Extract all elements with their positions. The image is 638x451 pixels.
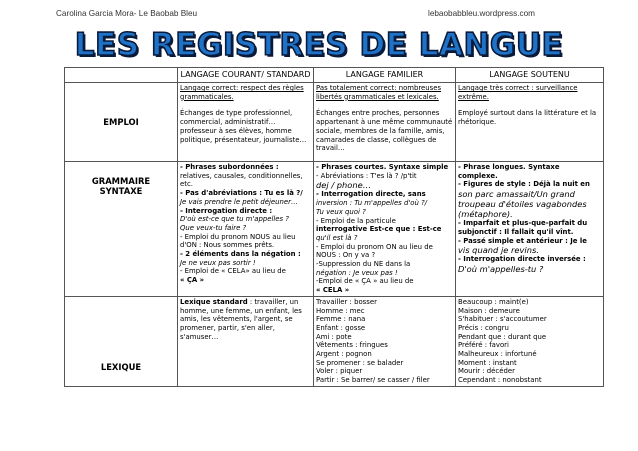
cell-lexique-courant [178, 296, 314, 386]
list-item: - 2 éléments dans la négation : [180, 250, 301, 259]
list-item: Maison : demeure [458, 306, 520, 315]
emploi-courant-lead: Langage correct [180, 84, 236, 92]
column-header-soutenu: LANGAGE SOUTENU [456, 68, 604, 83]
list-item: - Emploi de la particule [316, 216, 396, 225]
row-label-grammaire-2: SYNTAXE [99, 186, 143, 196]
table-row-emploi [65, 83, 604, 162]
list-item: Pendant que : durant que [458, 332, 547, 341]
list-item: - Imparfait et plus-que-parfait du [458, 219, 588, 228]
table-row-lexique [65, 296, 604, 386]
list-item: Tu veux quoi ? [316, 207, 366, 216]
list-item: Mourir : décéder [458, 367, 515, 376]
row-label-emploi [65, 83, 178, 162]
list-item: Je ne veux pas sortir ! [180, 258, 256, 267]
emploi-courant-lead-rest: : respect des règles grammaticales. [180, 84, 304, 101]
list-item: D'où est-ce que tu m'appelles ? [180, 215, 289, 224]
list-item: subjonctif : Il fallait qu'il vînt. [458, 227, 574, 236]
list-item: Voler : piquer [316, 367, 363, 376]
list-item: Que veux-tu faire ? [180, 223, 247, 232]
cell-emploi-soutenu [456, 83, 604, 162]
row-label-grammaire [65, 162, 178, 297]
list-item: négation : Je veux pas ! [316, 268, 398, 277]
emploi-courant-text: Échanges de type professionnel, commercial, administratif… professeur à ses élèves, homme politique, présentateur, journaliste… [180, 109, 307, 144]
list-item: Je vais prendre le petit déjeuner… [180, 197, 298, 206]
page-title: LES REGISTRES DE LANGUE [74, 27, 564, 63]
emploi-familier-lead: Pas totalement correct [316, 84, 395, 92]
table-row-grammaire [65, 162, 604, 297]
title-container [0, 28, 638, 62]
list-item: - Figures de style : Déjà la nuit en [458, 180, 590, 189]
registres-table [64, 67, 604, 387]
list-item: - Interrogation directe, sans [316, 190, 426, 199]
emploi-familier-lead-rest: : nombreuses libertés grammaticales et lexicales. [316, 84, 442, 101]
table-header-row [65, 68, 604, 83]
list-item: - Phrases courtes. Syntaxe simple [316, 163, 449, 171]
list-item: Moment : instant [458, 358, 517, 367]
list-item: -Suppression du NE dans la [316, 260, 411, 269]
cell-grammaire-familier [314, 162, 456, 297]
list-item: dej / phone… [316, 180, 372, 191]
list-item: inversion : Tu m'appelles d'où ?/ [316, 199, 427, 208]
column-header-courant: LANGAGE COURANT/ STANDARD [178, 68, 314, 83]
row-label-lexique [65, 296, 178, 386]
lexique-courant-text: : travailler, un homme, une femme, un enfant, les amis, les vêtements, l'argent, se promener, partir, s'en aller, s'amuser… [180, 297, 302, 341]
emploi-soutenu-text: Employé surtout dans la littérature et la rhétorique. [458, 109, 597, 127]
cell-emploi-courant [178, 83, 314, 162]
column-header-empty [65, 68, 178, 83]
list-item: Précis : congru [458, 323, 509, 332]
row-label-lexique-text: LEXIQUE [100, 361, 142, 372]
list-item: Travailler : bosser [316, 297, 377, 306]
lexique-courant-lead: Lexique standard [180, 297, 248, 306]
row-label-grammaire-1: GRAMMAIRE [91, 176, 151, 186]
emploi-familier-text: Échanges entre proches, personnes appartenant à une même communauté sociale, membres de la famille, amis, camarades de classe, collègues de travail… [316, 109, 453, 153]
list-item: Se promener : se balader [316, 358, 404, 367]
list-item: - Emploi du pronom ON au lieu de [316, 242, 433, 251]
list-item: Enfant : gosse [316, 323, 366, 332]
list-item: son parc amassait/Un grand [458, 189, 575, 200]
list-item: S'habituer : s'accoutumer [458, 315, 547, 324]
list-item: - Passé simple et antérieur : Je le [458, 236, 587, 245]
emploi-soutenu-lead-rest: : surveillance extrême. [458, 84, 578, 101]
list-item: vis quand je revins. [458, 245, 539, 256]
list-item: NOUS : On y va ? [316, 251, 376, 260]
list-item: Beaucoup : maint(e) [458, 297, 529, 306]
list-item: Vêtements : fringues [316, 341, 388, 350]
list-item: « ÇA » [180, 276, 205, 285]
list-item: - Emploi du pronom NOUS au lieu [180, 232, 296, 241]
cell-lexique-soutenu [456, 296, 604, 386]
list-item: (métaphore). [458, 209, 513, 220]
list-item: interrogative Est-ce que : Est-ce [316, 225, 442, 234]
list-item: Cependant : nonobstant [458, 376, 542, 385]
list-item: troupeau d'étoiles vagabondes [458, 199, 587, 210]
list-item: Homme : mec [316, 306, 365, 315]
list-item: - Emploi de « CELA» au lieu de [180, 267, 286, 276]
list-item: Malheureux : infortuné [458, 350, 537, 359]
emploi-soutenu-lead: Langage très correct [458, 84, 530, 92]
list-item: - Phrases subordonnées : [180, 163, 279, 171]
list-item: qu'il est là ? [316, 233, 358, 242]
cell-emploi-familier [314, 83, 456, 162]
list-item: -Emploi de « ÇA » au lieu de [316, 277, 414, 286]
list-item: Préféré : favori [458, 341, 509, 350]
list-item: d'ON : Nous sommes prêts. [180, 241, 275, 250]
list-item: « CELA » [316, 286, 350, 295]
list-item: D'où m'appelles-tu ? [458, 263, 544, 274]
list-item: Argent : pognon [316, 350, 372, 359]
list-item: - Interrogation directe inversée : [458, 255, 586, 264]
list-item: Femme : nana [316, 315, 366, 324]
list-item: - Interrogation directe : [180, 206, 273, 215]
list-item: - Phrase longues. Syntaxe complexe. [458, 163, 560, 180]
row-label-emploi-text: EMPLOI [103, 117, 139, 127]
list-item: Partir : Se barrer/ se casser / filer [316, 376, 430, 385]
cell-grammaire-soutenu [456, 162, 604, 297]
header-website: lebaobabbleu.wordpress.com [428, 9, 535, 18]
list-item: relatives, causales, conditionnelles, etc. [180, 171, 303, 189]
cell-lexique-familier [314, 296, 456, 386]
column-header-familier: LANGAGE FAMILIER [314, 68, 456, 83]
list-item: Ami : pote [316, 332, 352, 341]
list-item: - Pas d'abréviations : Tu es là ?/ [180, 189, 303, 198]
list-item: - Abréviations : T'es là ? /p'tit [316, 171, 417, 180]
cell-grammaire-courant [178, 162, 314, 297]
header-author: Carolina Garcia Mora- Le Baobab Bleu [56, 9, 198, 18]
